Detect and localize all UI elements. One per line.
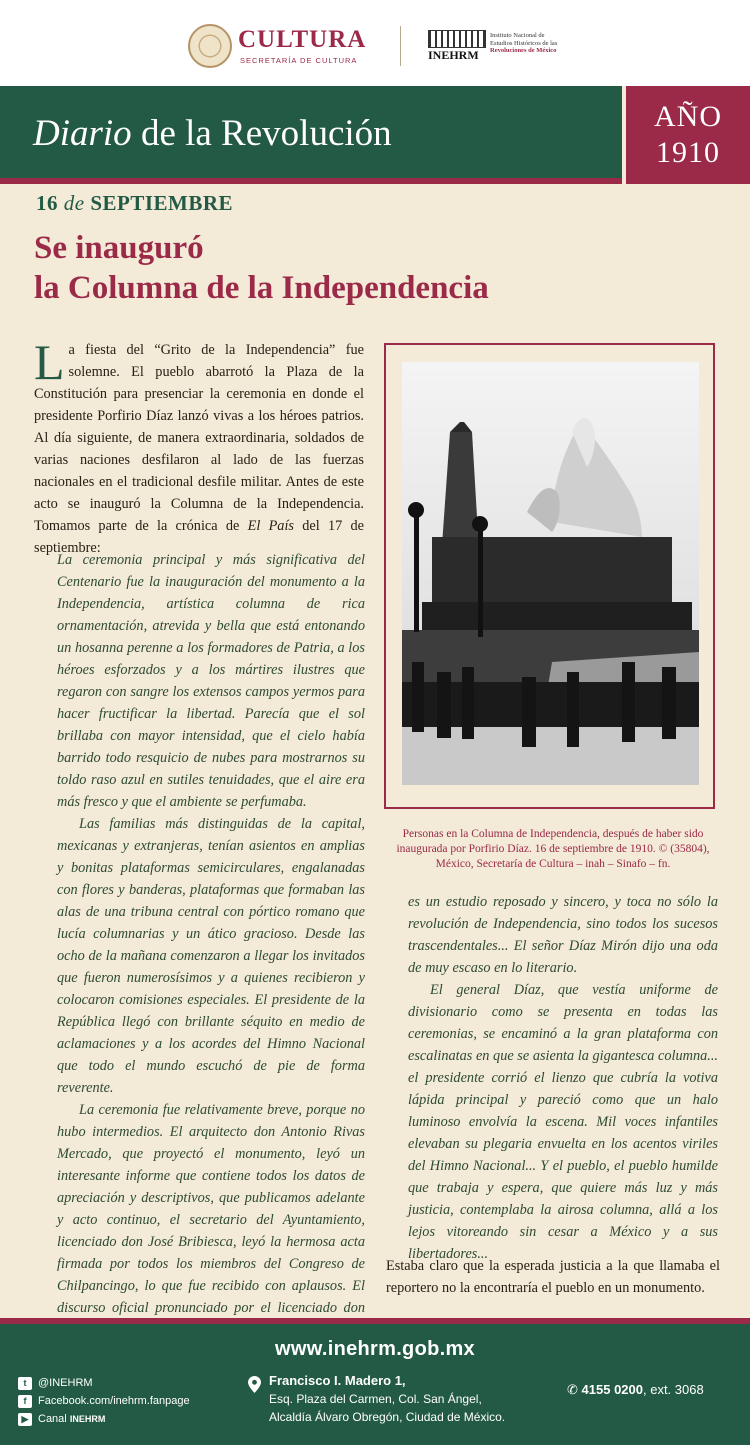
article-intro: La fiesta del “Grito de la Independencia” fue solemne. El pueblo abarrotó la Plaza de la Constitución para presenciar la ceremonia en donde el presidente Porfirio Díaz lanzó vivas a los héroes patrios. Al día siguiente, de manera extraordinaria, soldados de varias naciones desfilaron al lado de las fuerzas nacionales en el tradicional desfile militar. Antes de este acto se inauguró la Columna de la Independencia. Tomamos parte de la crónica de El País del 17 de septiembre: [34,334,365,556]
website-link[interactable]: www.inehrm.gob.mx [275,1338,475,1360]
year-label: AÑO [654,100,722,133]
historic-photo[interactable] [402,362,699,785]
top-bar [0,0,750,86]
column-monument-image [402,362,699,785]
chronicle-quote-left [57,549,365,1341]
chronicle-quote-right [408,891,718,1265]
address-line-2: Esq. Plaza del Carmen, Col. San Ángel, [269,1392,482,1406]
mexico-seal-icon [188,24,232,68]
quote-paragraph: El general Díaz, que vestía uniforme de divisionario como se presenta en todas las ceremonias, se encaminó a la gran plataforma con escalinatas en que se asienta la gigantesca columna... el presidente corrió el lienzo que cubría la votiva lápida principal y pareció como que un halo luminoso envolvía la escena. Mil voces infantiles elevaban su plegaria envuelta en los acentos viriles del Himno Nacional... Y el pueblo, el pueblo humilde que trabaja y espera, que quiere más luz y más justicia, contemplaba la airosa columna, allá a los lejos vitoreando sin cesar a México y a sus libertadores... [408,982,718,1262]
drop-cap: L [34,334,65,390]
twitter-icon: t [18,1377,32,1390]
phone-number[interactable]: ✆ 4155 0200, ext. 3068 [567,1382,704,1397]
quote-paragraph: La ceremonia principal y más significativa del Centenario fue la inauguración del monumento a la Independencia, artística columna de rica ornamentación, atrevida y bella que está entonando un hosanna perenne a los formadores de Patria, a los héroes esforzados y a los mártires ilustres que regaron con sangre los extensos campos yermos para hacer fructificar la libertad. Parecía que el sol brillaba con mayor intensidad, que el cielo había barrido todo resquicio de nubes para mostrarnos su toldo raso azul en sutiles tenuidades, que el aire era más fresco y que el ambiente se perfumaba. [57,552,365,810]
quote-paragraph: Las familias más distinguidas de la capital, mexicanas y extranjeras, tenían asientos en amplias y bonitas plataformas semicirculares, engalanadas con flores y banderas, plataformas que formaban las alas de una tribuna central con pórtico romano que lucía columnarias y un ático gracioso. Desde las ocho de la mañana comenzaron a llegar los invitados que fueron numerosísimos y a quienes recibieron y colocaron comisiones especiales. El presidente de la República llegó con brillante séquito en medio de aclamaciones y a los acordes del Himno Nacional que todo el mundo escuchó de pie de forma reverente. [57,816,365,1096]
article-headline: Se inauguró la Columna de la Independencia [34,230,489,306]
phone-icon: ✆ [567,1382,578,1397]
logo-divider [400,26,401,66]
address-line-1: Francisco I. Madero 1, [269,1373,406,1388]
cultura-name: CULTURA [238,26,367,53]
title-underline [0,178,622,184]
year-badge [626,86,750,184]
facebook-link[interactable]: f Facebook.com/inehrm.fanpage [18,1392,190,1410]
youtube-icon: ▶ [18,1413,32,1426]
year-value: 1910 [656,136,720,169]
location-pin-icon [248,1376,261,1393]
quote-paragraph: La ceremonia fue relativamente breve, porque no hubo intermedios. El arquitecto don Antonio Rivas Mercado, que proyectó el monumento, leyó un interesante informe que contiene todos los datos de apreciación y descriptivos, que publicamos adelante y acto continuo, el secretario del Ayuntamiento, licenciado don José Bribiesca, leyó la hermosa acta firmada por todos los miembros del Congreso de Chilpancingo, lo que fue recibido con aplausos. El discurso oficial pronunciado por el licenciado don [57,1102,365,1316]
address-line-3: Alcaldía Álvaro Obregón, Ciudad de México. [269,1410,506,1424]
photo-caption: Personas en la Columna de Independencia, después de haber sido inaugurada por Porfirio Díaz. 16 de septiembre de 1910. © (35804), México, Secretaría de Cultura – inah – Sinafo – fn. [396,828,710,870]
article-closing: Estaba claro que la esperada justicia a la que llamaba el reportero no la encontraría el pueblo en un monumento. [386,1258,720,1296]
inehrm-fullname: Instituto Nacional de Estudios Históricos de las Revoluciones de México [490,32,558,54]
publication-title: Diario de la Revolución [33,113,392,154]
social-links [18,1374,190,1428]
address [248,1372,505,1426]
facebook-icon: f [18,1395,32,1408]
article-date: 16 de SEPTIEMBRE [36,191,234,215]
inehrm-logo[interactable] [428,30,578,66]
cultura-logo[interactable] [188,22,378,72]
inehrm-acronym: INEHRM [428,48,479,62]
twitter-link[interactable]: t @INEHRM [18,1374,190,1392]
building-icon [428,30,486,48]
source-title: El País [247,518,294,534]
youtube-link[interactable]: ▶ Canal INEHRM [18,1410,190,1428]
quote-paragraph: es un estudio reposado y sincero, y toca no sólo la revolución de Independencia, sino todos los sucesos trascendentales... El señor Díaz Mirón dijo una oda de muy escaso en lo literario. [408,894,718,976]
footer-stripe [0,1318,750,1324]
cultura-subtitle: SECRETARÍA DE CULTURA [240,56,358,65]
